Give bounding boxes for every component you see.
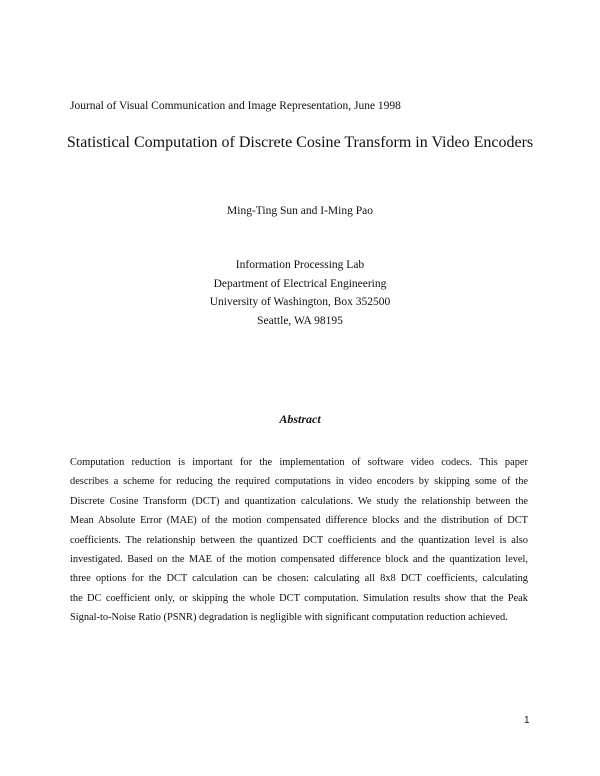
abstract-line: Discrete Cosine Transform (DCT) and quantization calculations. We study the relationship between the — [70, 495, 528, 507]
abstract-heading: Abstract — [279, 412, 321, 426]
page-number: 1 — [524, 715, 530, 726]
affiliation-city: Seattle, WA 98195 — [257, 314, 343, 327]
affiliation-university: University of Washington, Box 352500 — [209, 296, 391, 308]
abstract-line: investigated. Based on the MAE of the motion compensated difference block and the quantization level, — [70, 554, 528, 566]
affiliation-lab: Information Processing Lab — [235, 259, 365, 271]
abstract-line: the DC coefficient only, or skipping the whole DCT computation. Simulation results show that the Peak — [70, 592, 528, 604]
abstract-line: coefficients. The relationship between the quantized DCT coefficients and the quantization level is also — [70, 534, 528, 546]
abstract-body — [70, 453, 528, 628]
affiliation — [0, 256, 600, 330]
abstract-line: Computation reduction is important for the implementation of software video codecs. This paper — [70, 457, 528, 468]
affiliation-department: Department of Electrical Engineering — [213, 277, 387, 290]
abstract-line: three options for the DCT calculation can be chosen: calculating all 8x8 DCT coefficients, calculating — [70, 573, 528, 585]
abstract-line: describes a scheme for reducing the required computations in video encoders by skipping some of the — [70, 476, 528, 488]
abstract-line: Signal-to-Noise Ratio (PSNR) degradation is negligible with significant computation reduction achieved. — [70, 612, 508, 624]
journal-line: Journal of Visual Communication and Image Representation, June 1998 — [70, 100, 401, 112]
abstract-line: Mean Absolute Error (MAE) of the motion compensated difference blocks and the distribution of DCT — [70, 515, 528, 527]
authors: Ming-Ting Sun and I-Ming Pao — [227, 205, 373, 217]
paper-title: Statistical Computation of Discrete Cosine Transform in Video Encoders — [66, 134, 534, 151]
